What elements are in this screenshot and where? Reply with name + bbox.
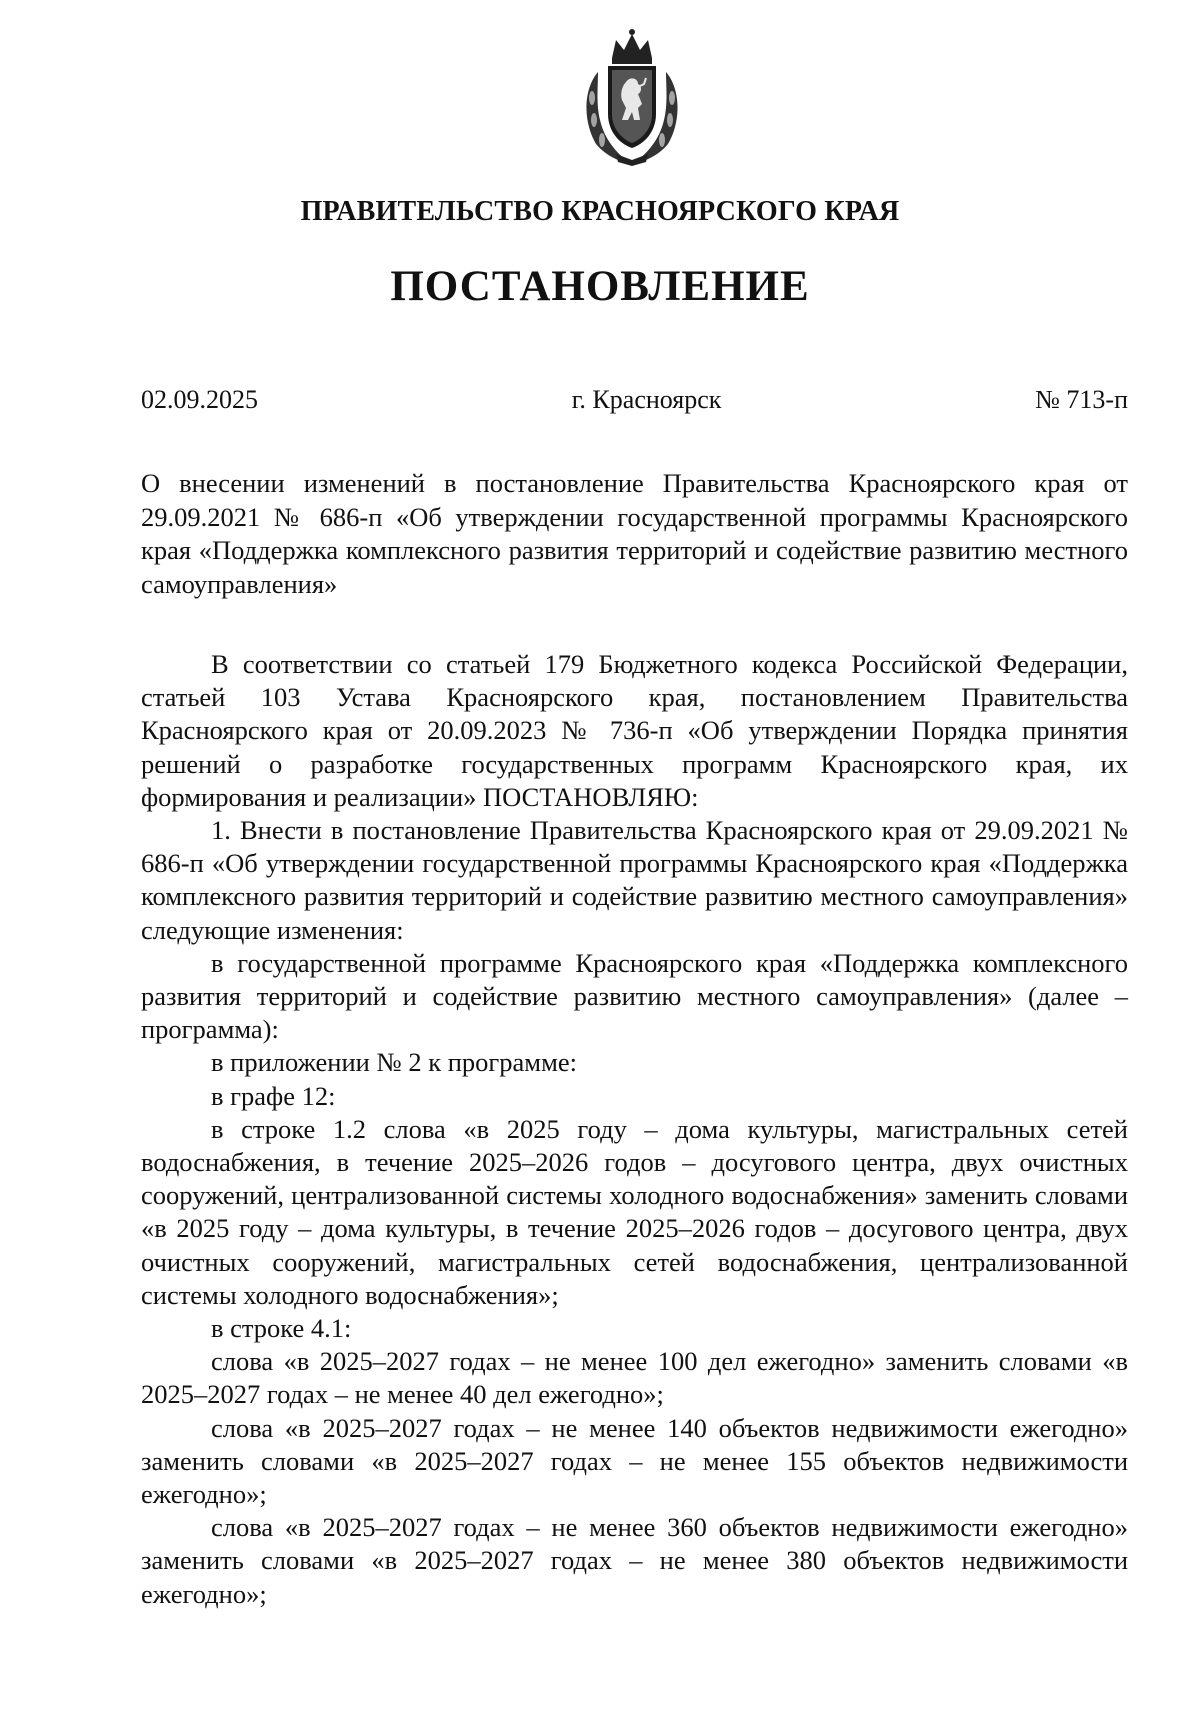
- document-city: г. Красноярск: [571, 385, 722, 414]
- body-paragraph: в строке 1.2 слова «в 2025 году – дома культуры, магистральных сетей водоснабжения, в течение 2025–2026 годов – досугового центра, двух очистных сооружений, централизованной системы холодного водоснабжения» заменить словами «в 2025 году – дома культуры, в течение 2025–2026 годов – досугового центра, двух очистных сооружений, магистральных сетей водоснабжения, централизованной системы холодного водоснабжения»;: [141, 1113, 1128, 1310]
- body-paragraph: в графе 12:: [211, 1080, 336, 1111]
- body-paragraph: 1. Внести в постановление Правительства Красноярского края от 29.09.2021 № 686-п «Об утверждении государственной программы Красноярского края «Поддержка комплексного развития территорий и содействие развитию местного самоуправления» следующие изменения:: [141, 815, 1128, 945]
- document-number: № 713-п: [1035, 385, 1128, 414]
- government-title: ПРАВИТЕЛЬСТВО КРАСНОЯРСКОГО КРАЯ: [300, 196, 900, 227]
- body-paragraph: слова «в 2025–2027 годах – не менее 360 объектов недвижимости ежегодно» заменить словами «в 2025–2027 годах – не менее 380 объектов недвижимости ежегодно»;: [141, 1512, 1128, 1609]
- body-paragraph: в государственной программе Красноярского края «Поддержка комплексного развития территорий и содействие развитию местного самоуправления» (далее – программа):: [141, 947, 1128, 1045]
- coat-of-arms-icon: [576, 28, 688, 168]
- body-paragraph: в приложении № 2 к программе:: [211, 1047, 577, 1078]
- body-paragraph: В соответствии со статьей 179 Бюджетного кодекса Российской Федерации, статьей 103 Устава Красноярского края, постановлением Правительства Красноярского края от 20.09.2023 № 736-п «Об утверждении Порядка принятия решений о разработке государственных программ Красноярского края, их формирования и реализации» ПОСТАНОВЛЯЮ:: [141, 649, 1128, 812]
- document-body: [141, 648, 1128, 1611]
- document-date: 02.09.2025: [141, 385, 258, 414]
- document-meta-row: [141, 385, 1128, 415]
- body-paragraph: слова «в 2025–2027 годах – не менее 140 объектов недвижимости ежегодно» заменить словами «в 2025–2027 годах – не менее 155 объектов недвижимости ежегодно»;: [141, 1412, 1128, 1510]
- document-subject: О внесении изменений в постановление Правительства Красноярского края от 29.09.2021 № 686-п «Об утверждении государственной программы Красноярского края «Поддержка комплексного развития территорий и содействие развитию местного самоуправления»: [141, 468, 1128, 599]
- document-type-title: ПОСТАНОВЛЕНИЕ: [390, 263, 810, 310]
- body-paragraph: в строке 4.1:: [211, 1313, 352, 1344]
- body-paragraph: слова «в 2025–2027 годах – не менее 100 дел ежегодно» заменить словами «в 2025–2027 годах – не менее 40 дел ежегодно»;: [141, 1346, 1128, 1410]
